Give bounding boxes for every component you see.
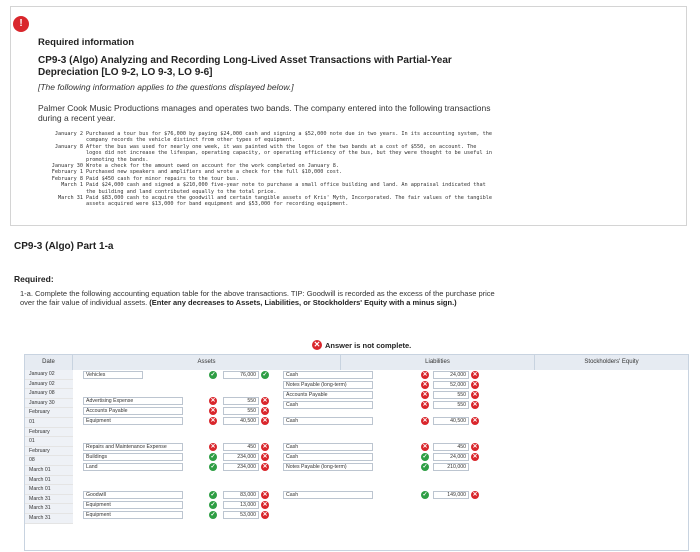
transaction-row: February 8 Paid $450 cash for minor repairs to the tour bus.: [51, 175, 240, 182]
date-cell: March 01: [25, 476, 73, 486]
asset-account-input[interactable]: Advertising Expense: [83, 397, 183, 405]
asset-account-input[interactable]: Equipment: [83, 511, 183, 519]
incorrect-x-icon: ✕: [262, 454, 268, 460]
liability-account-input[interactable]: Cash: [283, 443, 373, 451]
correct-check-icon: ✓: [210, 464, 216, 470]
correct-check-icon: ✓: [210, 502, 216, 508]
incorrect-x-icon: ✕: [210, 444, 216, 450]
liability-account-input[interactable]: Cash: [283, 453, 373, 461]
asset-amount-input[interactable]: 550: [223, 407, 259, 415]
correct-check-icon: ✓: [422, 454, 428, 460]
incorrect-x-icon: ✕: [262, 408, 268, 414]
asset-account-input[interactable]: Goodwill: [83, 491, 183, 499]
incorrect-x-icon: ✕: [472, 444, 478, 450]
liability-account-input[interactable]: Notes Payable (long-term): [283, 463, 373, 471]
date-cell: March 31: [25, 504, 73, 514]
liability-account-input[interactable]: Cash: [283, 417, 373, 425]
date-cell: March 31: [25, 514, 73, 524]
incorrect-x-icon: ✕: [210, 408, 216, 414]
required-information-heading: Required information: [38, 37, 135, 48]
incorrect-x-icon: ✕: [262, 502, 268, 508]
liability-account-input[interactable]: Cash: [283, 401, 373, 409]
x-circle-icon: ✕: [313, 340, 321, 349]
asset-amount-input[interactable]: 40,500: [223, 417, 259, 425]
date-cell: January 30: [25, 399, 73, 409]
incorrect-x-icon: ✕: [210, 418, 216, 424]
liability-amount-input[interactable]: 40,500: [433, 417, 469, 425]
header-date: Date: [25, 355, 73, 370]
correct-check-icon: ✓: [210, 372, 216, 378]
incorrect-x-icon: ✕: [262, 464, 268, 470]
date-cell: January 02: [25, 370, 73, 380]
liability-amount-input[interactable]: 550: [433, 401, 469, 409]
asset-amount-input[interactable]: 13,000: [223, 501, 259, 509]
asset-amount-input[interactable]: 550: [223, 397, 259, 405]
date-cell: March 01: [25, 485, 73, 495]
incorrect-x-icon: ✕: [472, 418, 478, 424]
transaction-row: January 2 Purchased a tour bus for $76,000 by paying $24,000 cash and signing a $52,000 note due in two years. In its accounting system, the company records the vehicle distinct from other types of equipment.: [54, 131, 493, 144]
incorrect-x-icon: ✕: [422, 382, 428, 388]
incorrect-x-icon: ✕: [262, 444, 268, 450]
asset-amount-input[interactable]: 234,000: [223, 453, 259, 461]
date-cell: 08: [25, 456, 73, 466]
incorrect-x-icon: ✕: [472, 392, 478, 398]
header-equity: Stockholders' Equity: [535, 355, 688, 370]
liability-account-input[interactable]: Accounts Payable: [283, 391, 373, 399]
incorrect-x-icon: ✕: [210, 398, 216, 404]
accounting-equation-table: [24, 354, 689, 551]
date-cell: February: [25, 408, 73, 418]
correct-check-icon: ✓: [422, 492, 428, 498]
date-cell: March 01: [25, 466, 73, 476]
incorrect-x-icon: ✕: [422, 392, 428, 398]
date-cell: February: [25, 428, 73, 438]
incorrect-x-icon: ✕: [262, 398, 268, 404]
transaction-row: March 1 Paid $24,000 cash and signed a $210,000 five-year note to purchase a small office building and land. An appraisal indicated that the building and land contributed equally to the total price.: [61, 182, 486, 195]
transactions-list: [45, 131, 495, 208]
part-title: CP9-3 (Algo) Part 1-a: [14, 241, 114, 252]
incorrect-x-icon: ✕: [262, 492, 268, 498]
intro-text: Palmer Cook Music Productions manages and operates two bands. The company entered into the following transactions during a recent year.: [38, 103, 491, 123]
requirement-bold: (Enter any decreases to Assets, Liabilities, or Stockholders' Equity with a minus sign.): [149, 298, 457, 307]
liability-account-input[interactable]: Cash: [283, 371, 373, 379]
correct-check-icon: ✓: [422, 464, 428, 470]
date-cell: 01: [25, 418, 73, 428]
liability-amount-input[interactable]: 24,000: [433, 371, 469, 379]
applies-note: [The following information applies to the questions displayed below.]: [38, 82, 294, 92]
transaction-row: January 8 After the bus was used for nearly one week, it was painted with the logos of the two bands at a cost of $550, on account. The logos did not increase the lifespan, operating capacity, or operating efficiency of the bus, but they were thought to be useful in promoting the bands.: [54, 143, 493, 163]
incorrect-x-icon: ✕: [472, 492, 478, 498]
asset-account-input[interactable]: Vehicles: [83, 371, 143, 379]
date-cell: March 31: [25, 495, 73, 505]
requirement-text: 1-a. Complete the following accounting equation table for the above transactions. TIP: Goodwill is recorded as the excess of the purchase price over the fair value of individual assets. (Enter any decreases to Assets, Liabilities, or Stockholders' Equity with a minus sign.): [20, 289, 495, 307]
incorrect-x-icon: ✕: [422, 372, 428, 378]
correct-check-icon: ✓: [210, 492, 216, 498]
asset-account-input[interactable]: Equipment: [83, 501, 183, 509]
incorrect-x-icon: ✕: [422, 402, 428, 408]
asset-account-input[interactable]: Repairs and Maintenance Expense: [83, 443, 183, 451]
date-column: [25, 370, 73, 524]
transaction-row: February 1 Purchased new speakers and amplifiers and wrote a check for the full $10,000 cost.: [51, 169, 343, 176]
info-badge-icon: !: [13, 16, 29, 32]
date-cell: January 02: [25, 380, 73, 390]
liability-amount-input[interactable]: 450: [433, 443, 469, 451]
incorrect-x-icon: ✕: [422, 444, 428, 450]
incorrect-x-icon: ✕: [472, 402, 478, 408]
transaction-row: January 30 Wrote a check for the amount owed on account for the work completed on January 8.: [51, 163, 339, 170]
problem-title: CP9-3 (Algo) Analyzing and Recording Long-Lived Asset Transactions with Partial-Year Depreciation [LO 9-2, LO 9-3, LO 9-6]: [38, 55, 452, 78]
asset-amount-input[interactable]: 450: [223, 443, 259, 451]
correct-check-icon: ✓: [210, 512, 216, 518]
header-assets: Assets: [73, 355, 341, 370]
asset-account-input[interactable]: Land: [83, 463, 183, 471]
incorrect-x-icon: ✕: [262, 512, 268, 518]
incorrect-x-icon: ✕: [262, 418, 268, 424]
asset-amount-input[interactable]: 83,000: [223, 491, 259, 499]
liability-amount-input[interactable]: 52,000: [433, 381, 469, 389]
date-cell: January 08: [25, 389, 73, 399]
liability-account-input[interactable]: Notes Payable (long-term): [283, 381, 373, 389]
asset-account-input[interactable]: Accounts Payable: [83, 407, 183, 415]
asset-amount-input[interactable]: 76,000: [223, 371, 259, 379]
required-label: Required:: [14, 274, 54, 284]
incorrect-x-icon: ✕: [472, 372, 478, 378]
incorrect-x-icon: ✕: [472, 382, 478, 388]
asset-account-input[interactable]: Buildings: [83, 453, 183, 461]
incorrect-x-icon: ✕: [422, 418, 428, 424]
asset-amount-input[interactable]: 53,000: [223, 511, 259, 519]
liability-account-input[interactable]: Cash: [283, 491, 373, 499]
answer-status: ✕ Answer is not complete.: [313, 340, 412, 350]
correct-check-icon: ✓: [262, 372, 268, 378]
date-cell: February: [25, 447, 73, 457]
date-cell: 01: [25, 437, 73, 447]
header-liabilities: Liabilities: [341, 355, 535, 370]
information-panel: [10, 6, 687, 226]
liability-amount-input[interactable]: 210,000: [433, 463, 469, 471]
liability-amount-input[interactable]: 149,000: [433, 491, 469, 499]
correct-check-icon: ✓: [210, 454, 216, 460]
liability-amount-input[interactable]: 550: [433, 391, 469, 399]
incorrect-x-icon: ✕: [472, 454, 478, 460]
asset-account-input[interactable]: Equipment: [83, 417, 183, 425]
transaction-row: March 31 Paid $83,000 cash to acquire the goodwill and certain tangible assets of Kris' Myth, Incorporated. The fair values of the tangible assets acquired were $13,000 for band equipment and $53,000 for recording equipment.: [58, 195, 493, 208]
liability-amount-input[interactable]: 24,000: [433, 453, 469, 461]
asset-amount-input[interactable]: 234,000: [223, 463, 259, 471]
